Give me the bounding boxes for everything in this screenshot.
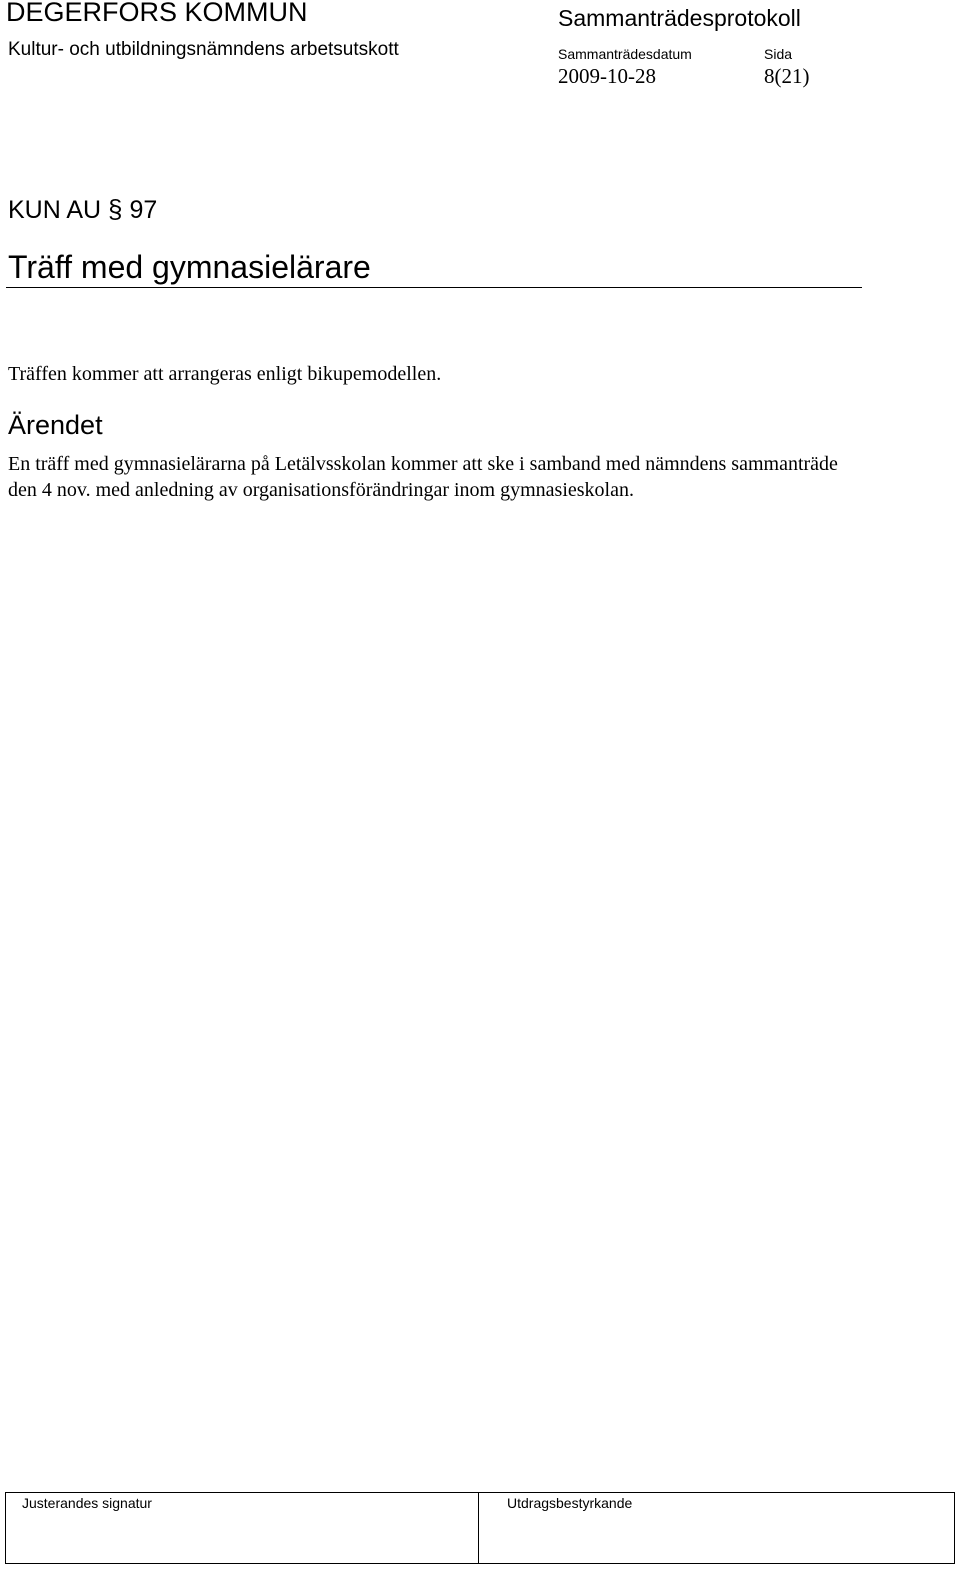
footer-divider [478, 1493, 479, 1563]
department-name: Kultur- och utbildningsnämndens arbetsutskott [8, 39, 399, 60]
section-title: Träff med gymnasielärare [8, 249, 371, 285]
paragraph-reference [8, 195, 157, 224]
signature-footer [5, 1492, 955, 1564]
extract-certification-label: Utdragsbestyrkande [507, 1495, 633, 1511]
paragraph-number: 97 [129, 196, 158, 224]
organization-name: DEGERFORS KOMMUN [6, 0, 308, 27]
adjuster-signature-label: Justerandes signatur [22, 1495, 152, 1511]
paragraph-prefix: KUN AU [8, 196, 102, 224]
page-number-value: 8(21) [764, 64, 810, 88]
meeting-date-value: 2009-10-28 [558, 64, 656, 88]
title-underline [6, 287, 862, 288]
page-label: Sida [764, 46, 793, 62]
document-type: Sammanträdesprotokoll [558, 5, 801, 31]
paragraph-symbol: § [108, 194, 123, 224]
subject-body: En träff med gymnasielärarna på Letälvsskolan kommer att ske i samband med nämndens sammanträde den 4 nov. med anledning av organisationsförändringar inom gymnasieskolan. [8, 453, 838, 501]
intro-paragraph: Träffen kommer att arrangeras enligt bikupemodellen. [8, 363, 442, 385]
meeting-date-label: Sammanträdesdatum [558, 46, 692, 62]
subject-heading: Ärendet [8, 410, 103, 440]
